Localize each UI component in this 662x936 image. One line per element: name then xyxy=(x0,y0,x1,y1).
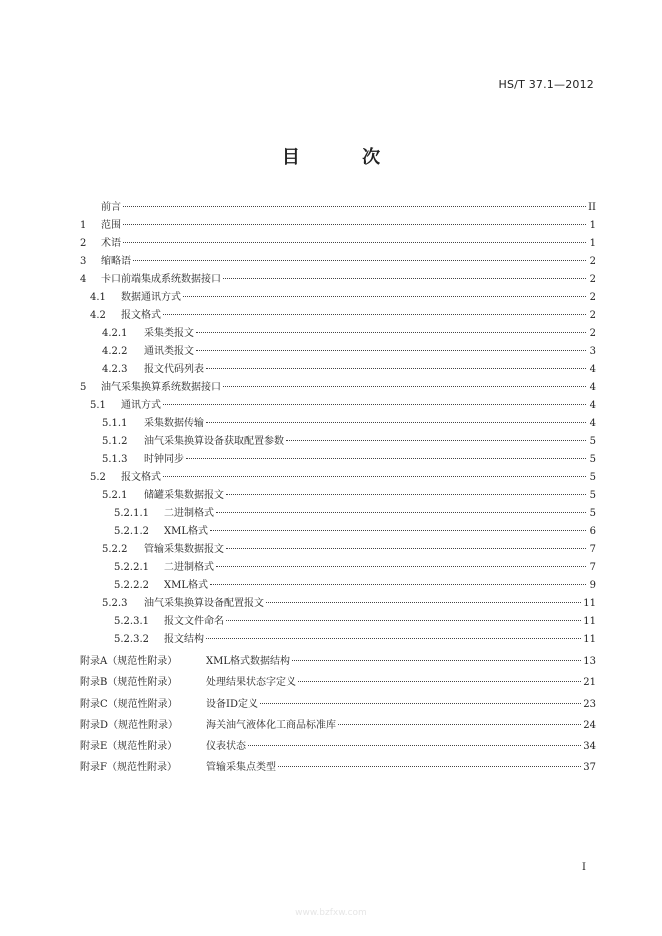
toc-entry-title: 处理结果状态字定义 xyxy=(206,677,296,689)
dot-leader xyxy=(163,404,586,405)
toc-entry-title: 报文文件命名 xyxy=(164,616,224,627)
toc-entry-title: 范围 xyxy=(101,220,121,231)
toc-entry[interactable] xyxy=(80,672,596,693)
toc-entry-number: 5.2.1 xyxy=(102,490,128,501)
toc-entry-page: 13 xyxy=(583,656,596,667)
toc-entry-number: 附录C（规范性附录） xyxy=(80,698,178,710)
toc-entry-page: 2 xyxy=(589,256,596,267)
toc-entry-page: 21 xyxy=(583,677,596,689)
toc-entry-title: XML格式 xyxy=(164,526,208,537)
toc-entry[interactable] xyxy=(80,613,596,631)
toc-entry[interactable] xyxy=(80,541,596,559)
toc-entry-title: 报文结构 xyxy=(164,634,204,645)
toc-entry-number: 5.2.1.1 xyxy=(114,508,149,519)
dot-leader xyxy=(278,766,581,767)
table-of-contents xyxy=(80,199,596,779)
dot-leader xyxy=(163,314,586,315)
toc-entry-page: 7 xyxy=(589,562,596,573)
toc-entry-number: 2 xyxy=(80,238,87,249)
toc-entry-title: 报文代码列表 xyxy=(144,364,204,375)
toc-entry-page: 11 xyxy=(583,634,596,645)
toc-entry-page: 37 xyxy=(583,762,596,774)
toc-entry-title: 卡口前端集成系统数据接口 xyxy=(101,274,221,285)
toc-entry-title: 油气采集换算设备配置报文 xyxy=(144,598,264,609)
toc-entry-number: 5.2.2 xyxy=(102,544,128,555)
toc-entry[interactable] xyxy=(80,631,596,649)
dot-leader xyxy=(286,440,586,441)
toc-entry[interactable] xyxy=(80,415,596,433)
toc-entry-number: 5.1.1 xyxy=(102,418,128,429)
watermark: www.bzfxw.com xyxy=(295,908,367,918)
toc-entry-number: 3 xyxy=(80,256,87,267)
toc-entry-title: 管输采集数据报文 xyxy=(144,544,224,555)
dot-leader xyxy=(123,242,586,243)
toc-entry-number: 4.2.1 xyxy=(102,328,128,339)
toc-entry[interactable] xyxy=(80,736,596,757)
toc-entry-page: 9 xyxy=(589,580,596,591)
toc-entry[interactable] xyxy=(80,361,596,379)
toc-entry-number: 5.2.3.1 xyxy=(114,616,149,627)
toc-entry-number: 附录F（规范性附录） xyxy=(80,762,177,774)
toc-entry-title: XML格式 xyxy=(164,580,208,591)
toc-entry-title: 报文格式 xyxy=(121,310,161,321)
toc-entry[interactable] xyxy=(80,523,596,541)
toc-entry-number: 4.2 xyxy=(90,310,106,321)
toc-entry-number: 4.2.3 xyxy=(102,364,128,375)
toc-entry-page: 1 xyxy=(589,238,596,249)
page-title: 目 次 xyxy=(281,147,409,168)
dot-leader xyxy=(298,681,581,682)
toc-entry[interactable] xyxy=(80,271,596,289)
toc-entry-title: 通讯类报文 xyxy=(144,346,194,357)
toc-entry-title: 时钟同步 xyxy=(144,454,184,465)
toc-entry-page: 6 xyxy=(589,526,596,537)
toc-entry-number: 4.2.2 xyxy=(102,346,128,357)
toc-entry[interactable] xyxy=(80,715,596,736)
toc-entry-number: 5.2.1.2 xyxy=(114,526,149,537)
toc-entry[interactable] xyxy=(80,397,596,415)
dot-leader xyxy=(210,584,586,585)
dot-leader xyxy=(123,224,586,225)
toc-entry-title: 术语 xyxy=(101,238,121,249)
toc-entry[interactable] xyxy=(80,433,596,451)
toc-entry-title: 二进制格式 xyxy=(164,508,214,519)
toc-entry-page: 2 xyxy=(589,328,596,339)
dot-leader xyxy=(133,260,586,261)
toc-entry-number: 5.1 xyxy=(90,400,106,411)
dot-leader xyxy=(226,494,586,495)
dot-leader xyxy=(216,512,586,513)
dot-leader xyxy=(206,638,581,639)
toc-entry-page: 5 xyxy=(589,454,596,465)
dot-leader xyxy=(248,745,581,746)
toc-entry[interactable] xyxy=(80,651,596,672)
toc-entry[interactable] xyxy=(80,757,596,778)
toc-entry[interactable] xyxy=(80,595,596,613)
dot-leader xyxy=(183,296,586,297)
toc-entry-title: 管输采集点类型 xyxy=(206,762,276,774)
toc-entry-page: 2 xyxy=(589,292,596,303)
toc-entry-page: 1 xyxy=(589,220,596,231)
toc-entry-number: 5.2.2.1 xyxy=(114,562,149,573)
toc-entry-number: 5.2.3 xyxy=(102,598,128,609)
toc-entry-number: 附录D（规范性附录） xyxy=(80,719,179,731)
dot-leader xyxy=(216,566,586,567)
toc-entry[interactable] xyxy=(80,199,596,217)
toc-entry-title: 二进制格式 xyxy=(164,562,214,573)
toc-entry-page: 24 xyxy=(583,719,596,731)
dot-leader xyxy=(210,530,586,531)
dot-leader xyxy=(206,368,586,369)
toc-entry[interactable] xyxy=(80,451,596,469)
toc-entry-page: 4 xyxy=(589,418,596,429)
toc-entry-page: 2 xyxy=(589,274,596,285)
toc-entry[interactable] xyxy=(80,325,596,343)
toc-entry-number: 5.2.2.2 xyxy=(114,580,149,591)
dot-leader xyxy=(226,548,586,549)
toc-entry-page: 7 xyxy=(589,544,596,555)
toc-entry[interactable] xyxy=(80,253,596,271)
toc-entry-number: 5.1.3 xyxy=(102,454,128,465)
toc-entry-page: 23 xyxy=(583,698,596,710)
dot-leader xyxy=(226,620,581,621)
document-code: HS/T 37.1—2012 xyxy=(498,78,594,91)
toc-entry-title: 仪表状态 xyxy=(206,741,246,753)
toc-entry-page: 4 xyxy=(589,364,596,375)
toc-entry-number: 4 xyxy=(80,274,87,285)
toc-entry-title: 油气采集换算系统数据接口 xyxy=(101,382,221,393)
toc-entry[interactable] xyxy=(80,487,596,505)
toc-entry-number: 1 xyxy=(80,220,87,231)
toc-entry-page: 4 xyxy=(589,400,596,411)
toc-entry-title: 设备ID定义 xyxy=(206,698,258,710)
toc-entry[interactable] xyxy=(80,694,596,715)
toc-entry-page: 11 xyxy=(583,616,596,627)
toc-entry-title: 缩略语 xyxy=(101,256,131,267)
toc-entry-number: 附录A（规范性附录） xyxy=(80,656,178,667)
toc-entry-page: 5 xyxy=(589,490,596,501)
toc-entry[interactable] xyxy=(80,379,596,397)
toc-entry-page: 5 xyxy=(589,508,596,519)
toc-entry-page: 2 xyxy=(589,310,596,321)
toc-entry[interactable] xyxy=(80,343,596,361)
toc-entry-page: 34 xyxy=(583,741,596,753)
dot-leader xyxy=(266,602,581,603)
toc-entry-page: 5 xyxy=(589,472,596,483)
toc-entry-title: 储罐采集数据报文 xyxy=(144,490,224,501)
toc-entry-number: 附录E（规范性附录） xyxy=(80,741,178,753)
dot-leader xyxy=(338,724,581,725)
toc-entry-number: 5 xyxy=(80,382,87,393)
toc-entry[interactable] xyxy=(80,559,596,577)
toc-entry-page: 4 xyxy=(589,382,596,393)
toc-entry-number: 5.2 xyxy=(90,472,106,483)
toc-entry-title: 报文格式 xyxy=(121,472,161,483)
dot-leader xyxy=(163,476,586,477)
toc-entry[interactable] xyxy=(80,505,596,523)
toc-entry[interactable] xyxy=(80,469,596,487)
page-number: I xyxy=(582,862,586,873)
toc-entry-title: 数据通讯方式 xyxy=(121,292,181,303)
toc-entry[interactable] xyxy=(80,235,596,253)
toc-entry-page: 5 xyxy=(589,436,596,447)
dot-leader xyxy=(260,703,581,704)
toc-entry[interactable] xyxy=(80,217,596,235)
toc-entry-title: 前言 xyxy=(101,202,121,213)
dot-leader xyxy=(123,206,586,207)
dot-leader xyxy=(292,660,581,661)
toc-entry-number: 5.2.3.2 xyxy=(114,634,149,645)
toc-entry-page: 3 xyxy=(589,346,596,357)
toc-entry-title: 采集类报文 xyxy=(144,328,194,339)
dot-leader xyxy=(206,422,586,423)
toc-entry-title: 通讯方式 xyxy=(121,400,161,411)
dot-leader xyxy=(186,458,586,459)
dot-leader xyxy=(196,332,586,333)
toc-entry-number: 附录B（规范性附录） xyxy=(80,677,178,689)
toc-entry-number: 5.1.2 xyxy=(102,436,128,447)
toc-entry[interactable] xyxy=(80,307,596,325)
toc-entry[interactable] xyxy=(80,577,596,595)
toc-entry-number: 4.1 xyxy=(90,292,106,303)
toc-entry-page: II xyxy=(588,202,596,213)
dot-leader xyxy=(196,350,586,351)
toc-entry-title: 海关油气液体化工商品标准库 xyxy=(206,719,336,731)
dot-leader xyxy=(223,278,586,279)
toc-entry-page: 11 xyxy=(583,598,596,609)
toc-entry-title: XML格式数据结构 xyxy=(206,656,290,667)
toc-entry-title: 油气采集换算设备获取配置参数 xyxy=(144,436,284,447)
dot-leader xyxy=(223,386,586,387)
toc-entry-title: 采集数据传输 xyxy=(144,418,204,429)
toc-entry[interactable] xyxy=(80,289,596,307)
